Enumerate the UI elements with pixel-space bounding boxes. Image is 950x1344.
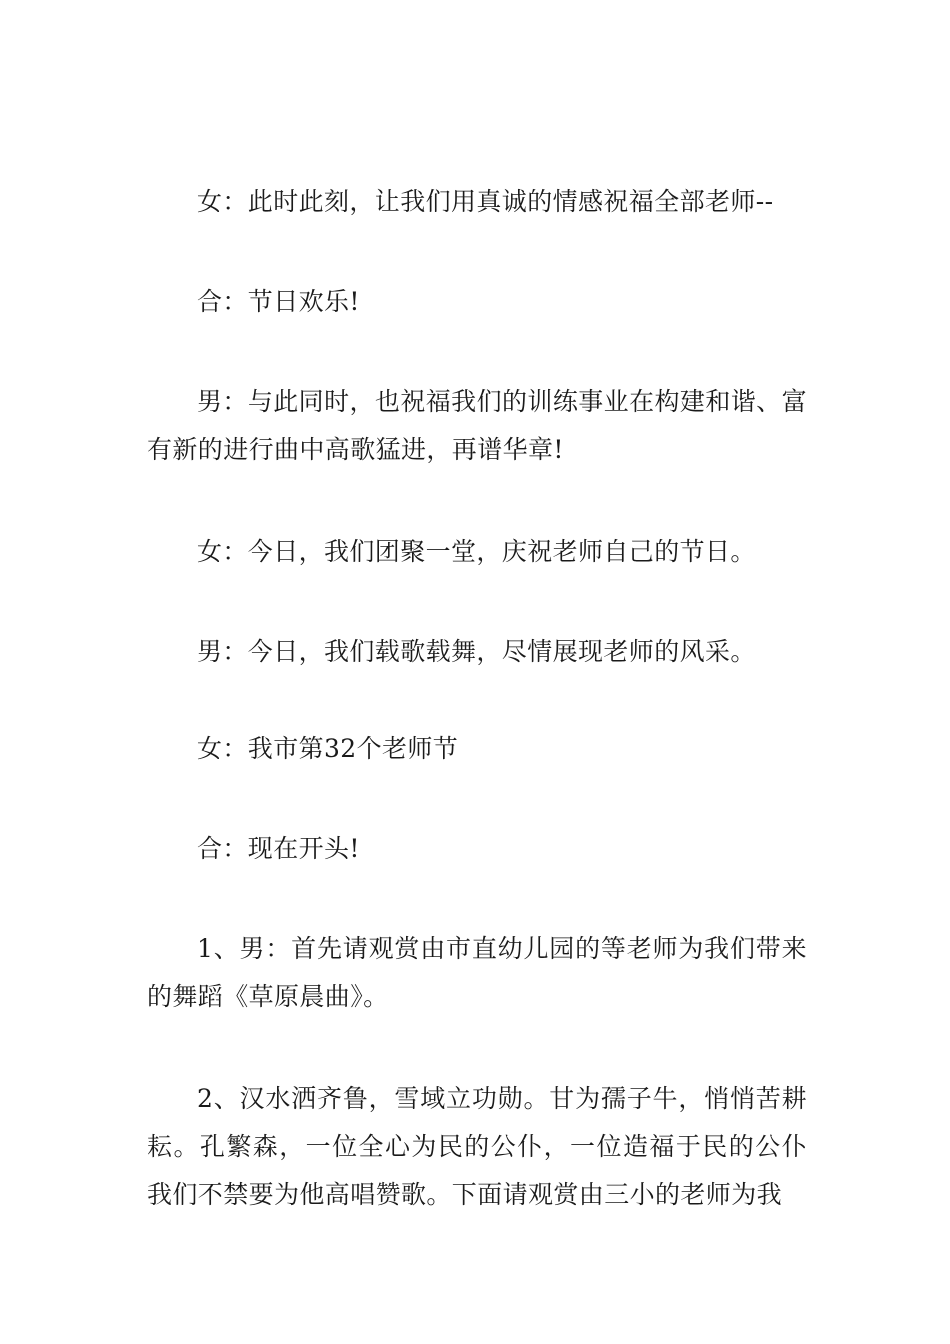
paragraph-3: 男：与此同时，也祝福我们的训练事业在构建和谐、富有新的进行曲中高歌猛进，再谱华章! bbox=[147, 387, 807, 464]
paragraph-2: 合：节日欢乐! bbox=[197, 287, 360, 316]
paragraph-6: 女：我市第32个老师节 bbox=[197, 734, 459, 763]
paragraph-1: 女：此时此刻，让我们用真诚的情感祝福全部老师-- bbox=[197, 187, 774, 216]
paragraph-4: 女：今日，我们团聚一堂，庆祝老师自己的节日。 bbox=[197, 537, 756, 566]
paragraph-5: 男：今日，我们载歌载舞，尽情展现老师的风采。 bbox=[197, 637, 756, 666]
paragraph-9: 2、汉水洒齐鲁，雪域立功勋。甘为孺子牛，悄悄苦耕耘。孔繁森，一位全心为民的公仆，一位造福于民的公仆我们不禁要为他高唱赞歌。下面请观赏由三小的老师为我 bbox=[147, 1084, 807, 1209]
paragraph-7: 合：现在开头! bbox=[197, 834, 360, 863]
paragraph-8: 1、男：首先请观赏由市直幼儿园的等老师为我们带来的舞蹈《草原晨曲》。 bbox=[147, 934, 807, 1011]
